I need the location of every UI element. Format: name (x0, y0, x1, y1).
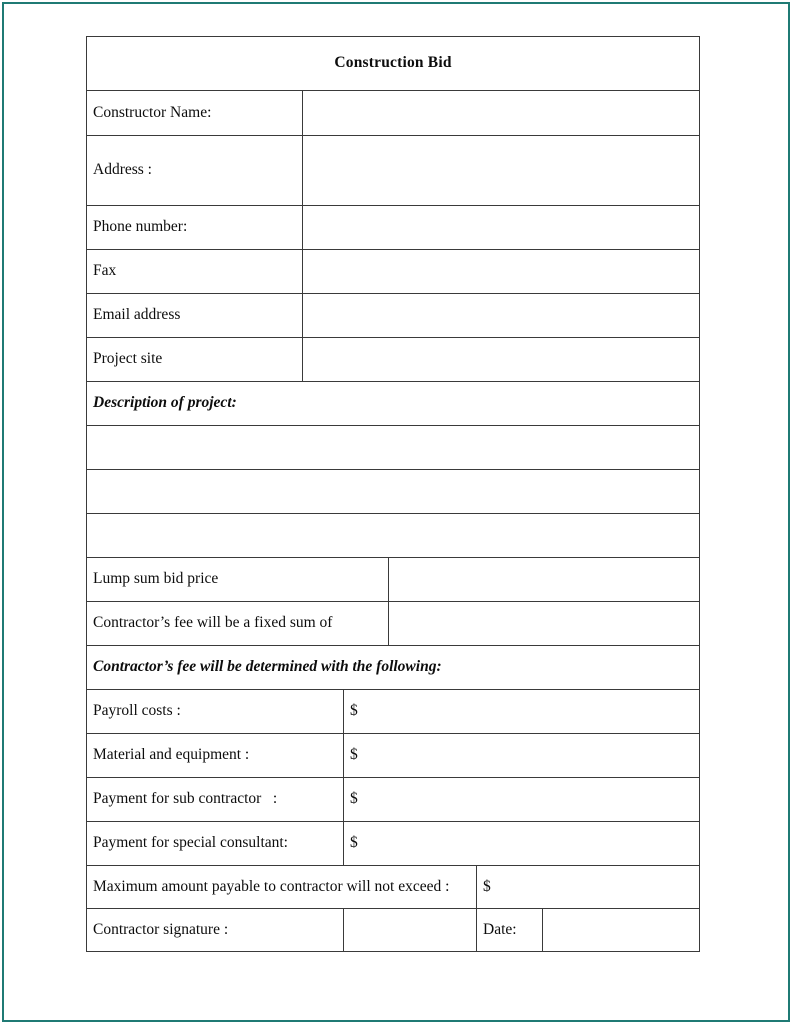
heading-contractor-fee-determination: Contractor’s fee will be determined with the following: (87, 646, 700, 690)
input-payroll-costs[interactable]: $ (344, 690, 700, 734)
table-row-description-line-2 (87, 470, 700, 514)
label-project-site: Project site (87, 338, 303, 382)
table-row-lump-sum-bid-price (87, 558, 700, 602)
heading-description-of-project: Description of project: (87, 382, 700, 426)
table-row-project-site (87, 338, 700, 382)
input-address[interactable] (303, 136, 700, 206)
table-row-fax (87, 250, 700, 294)
label-contractor-fixed-fee: Contractor’s fee will be a fixed sum of (87, 602, 389, 646)
label-maximum-amount-payable: Maximum amount payable to contractor will not exceed : (87, 866, 477, 909)
input-phone-number[interactable] (303, 206, 700, 250)
input-lump-sum-bid-price[interactable] (389, 558, 700, 602)
label-material-and-equipment: Material and equipment : (87, 734, 344, 778)
input-contractor-fixed-fee[interactable] (389, 602, 700, 646)
table-row-description-line-3 (87, 514, 700, 558)
construction-bid-form (86, 36, 699, 952)
page-title: Construction Bid (87, 37, 700, 91)
form-header-row (87, 37, 700, 91)
table-row-material-and-equipment (87, 734, 700, 778)
input-material-and-equipment[interactable]: $ (344, 734, 700, 778)
input-date[interactable] (543, 909, 700, 952)
table-row-description-heading (87, 382, 700, 426)
input-project-site[interactable] (303, 338, 700, 382)
input-payment-sub-contractor[interactable]: $ (344, 778, 700, 822)
label-date: Date: (477, 909, 543, 952)
label-payment-sub-contractor-text: Payment for sub contractor : (93, 790, 278, 808)
label-lump-sum-bid-price: Lump sum bid price (87, 558, 389, 602)
table-row-fee-heading (87, 646, 700, 690)
label-phone-number: Phone number: (87, 206, 303, 250)
table-row-payment-sub-contractor (87, 778, 700, 822)
label-payment-special-consultant: Payment for special consultant: (87, 822, 344, 866)
label-email-address: Email address (87, 294, 303, 338)
label-contractor-signature: Contractor signature : (87, 909, 344, 952)
label-payment-sub-contractor (87, 778, 344, 822)
label-payroll-costs: Payroll costs : (87, 690, 344, 734)
table-row-address (87, 136, 700, 206)
input-constructor-name[interactable] (303, 91, 700, 136)
input-maximum-amount-payable[interactable]: $ (477, 866, 700, 909)
input-description-line-1[interactable] (87, 426, 700, 470)
label-address: Address : (87, 136, 303, 206)
input-payment-special-consultant[interactable]: $ (344, 822, 700, 866)
table-row-payroll-costs (87, 690, 700, 734)
table-row-constructor-name (87, 91, 700, 136)
input-contractor-signature[interactable] (344, 909, 477, 952)
input-fax[interactable] (303, 250, 700, 294)
bid-form-table (86, 36, 700, 952)
input-description-line-2[interactable] (87, 470, 700, 514)
label-constructor-name: Constructor Name: (87, 91, 303, 136)
table-row-contractor-fixed-fee (87, 602, 700, 646)
table-row-maximum-amount (87, 866, 700, 909)
input-email-address[interactable] (303, 294, 700, 338)
table-row-phone-number (87, 206, 700, 250)
input-description-line-3[interactable] (87, 514, 700, 558)
table-row-payment-special-consultant (87, 822, 700, 866)
label-fax: Fax (87, 250, 303, 294)
table-row-email-address (87, 294, 700, 338)
table-row-signature (87, 909, 700, 952)
table-row-description-line-1 (87, 426, 700, 470)
